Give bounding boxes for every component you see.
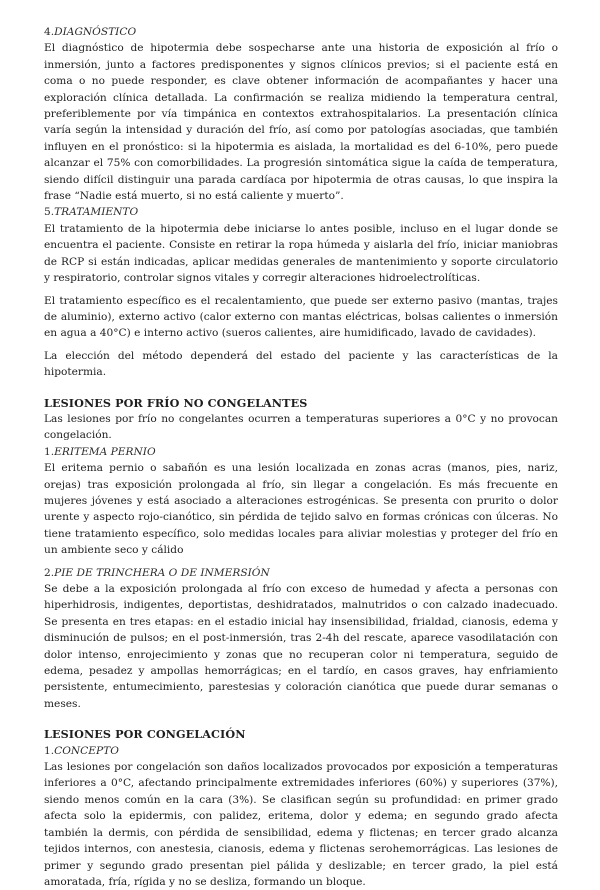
concepto-number: 1. xyxy=(44,744,55,757)
tratamiento-subheading xyxy=(44,204,558,220)
diagnostico-title: DIAGNÓSTICO xyxy=(54,26,137,38)
eritema-subheading xyxy=(44,444,558,460)
diagnostico-paragraph: El diagnóstico de hipotermia debe sospecharse ante una historia de exposición al frío o inmersión, junto a factores predisponentes y signos clínicos previos; si el paciente está en coma o no puede responder, es clave obtener información de acompañantes y hacer una exploración clínica detallada. La confirmación se realiza midiendo la temperatura central, preferiblemente por vía timpánica en contextos extrahospitalarios. La presentación clínica varía según la intensidad y duración del frío, así como por patologías asociadas, que también influyen en el pronóstico: si la hipotermia es aislada, la mortalidad es del 6-10%, pero puede alcanzar el 75% con comorbilidades. La progresión sintomática sigue la caída de temperatura, siendo difícil distinguir una parada cardíaca por hipotermia de otras causas, lo que inspira la frase “Nadie está muerto, si no está caliente y muerto”. xyxy=(44,42,558,203)
trinchera-subheading xyxy=(44,565,558,581)
eritema-paragraph: El eritema pernio o sabañón es una lesión localizada en zonas acras (manos, pies, nariz, orejas) tras exposición prolongada al frío, sin llegar a congelación. Es más frecuente en mujeres jóvenes y está asociado a alteraciones estrogénicas. Se presenta con prurito o dolor urente y aspecto rojo-cianótico, sin pérdida de tejido salvo en formas crónicas con úlceras. No tiene tratamiento específico, solo medidas locales para aliviar molestias y proteger del frío en un ambiente seco y cálido xyxy=(44,462,558,557)
trinchera-number: 2. xyxy=(44,566,55,579)
diagnostico-subheading xyxy=(44,24,558,40)
document-page xyxy=(44,24,558,890)
concepto-title: CONCEPTO xyxy=(54,744,119,757)
diagnostico-number: 4. xyxy=(44,26,55,38)
tratamiento-paragraph-1: El tratamiento de la hipotermia debe iniciarse lo antes posible, incluso en el lugar donde se encuentra el paciente. Consiste en retirar la ropa húmeda y aislarla del frío, iniciar maniobras de RCP si están indicadas, aplicar medidas generales de mantenimiento y soporte circulatorio y respiratorio, controlar signos vitales y corregir alteraciones hidroelectrolíticas. xyxy=(44,222,558,285)
concepto-subheading xyxy=(44,743,558,759)
no-congelantes-heading: LESIONES POR FRÍO NO CONGELANTES xyxy=(44,395,308,410)
tratamiento-paragraph-3: La elección del método dependerá del estado del paciente y las características de la hipotermia. xyxy=(44,349,558,379)
eritema-title: ERITEMA PERNIO xyxy=(54,445,156,458)
trinchera-title: PIE DE TRINCHERA O DE INMERSIÓN xyxy=(54,566,270,579)
trinchera-paragraph: Se debe a la exposición prolongada al frío con exceso de humedad y afecta a personas con hiperhidrosis, indigentes, deportistas, deshidratados, malnutridos o con calzado inadecuado. Se presenta en tres etapas: en el estadio inicial hay insensibilidad, frialdad, cianosis, edema y disminución de pulsos; en el post-inmersión, tras 2-4h del rescate, aparece vasodilatación con dolor intenso, enrojecimiento y zonas que no recuperan color ni temperatura, seguido de edema, pesadez y ampollas hemorrágicas; en el tardío, en casos graves, hay enfriamiento persistente, entumecimiento, parestesias y coloración cianótica que puede durar semanas o meses. xyxy=(44,583,558,710)
tratamiento-title: TRATAMIENTO xyxy=(54,206,139,219)
congelacion-heading: LESIONES POR CONGELACIÓN xyxy=(44,727,246,742)
concepto-paragraph: Las lesiones por congelación son daños localizados provocados por exposición a temperaturas inferiores a 0°C, afectando principalmente extremidades inferiores (60%) y superiores (37%), siendo menos común en la cara (3%). Se clasifican según su profundidad: en primer grado afecta solo la epidermis, con palidez, eritema, dolor y edema; en segundo grado afecta también la dermis, con pérdida de sensibilidad, edema y flictenas; en tercer grado alcanza tejidos internos, con anestesia, cianosis, edema y flictenas serohemorrágicas. Las lesiones de primer y segundo grado presentan piel pálida y deslizable; en tercer grado, la piel está amoratada, fría, rígida y no se desliza, formando un bloque. xyxy=(44,761,558,888)
tratamiento-number: 5. xyxy=(44,206,55,219)
tratamiento-paragraph-2: El tratamiento específico es el recalentamiento, que puede ser externo pasivo (mantas, trajes de aluminio), externo activo (calor externo con mantas eléctricas, bolsas calientes o inmersión en agua a 40°C) e interno activo (sueros calientes, aire humidificado, lavado de cavidades). xyxy=(44,294,558,340)
eritema-number: 1. xyxy=(44,445,55,458)
no-congelantes-intro: Las lesiones por frío no congelantes ocurren a temperaturas superiores a 0°C y no provocan congelación. xyxy=(44,412,558,442)
